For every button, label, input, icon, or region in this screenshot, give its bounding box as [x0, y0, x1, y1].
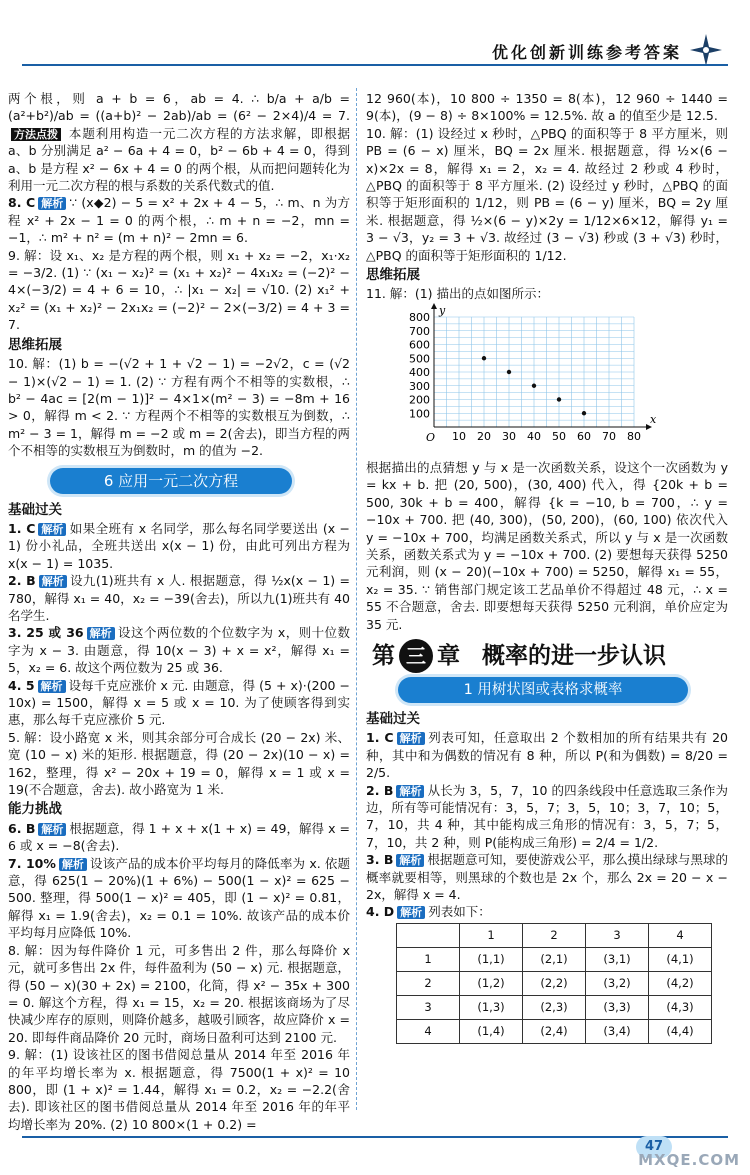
table-cell: 4: [397, 1019, 460, 1043]
section-heading: 基础过关: [8, 501, 62, 518]
table-cell: (4,2): [649, 971, 712, 995]
analysis-tag: 解析: [38, 680, 66, 693]
x-tick-label: 30: [502, 429, 516, 443]
table-cell: 3: [397, 995, 460, 1019]
table-cell: (4,3): [649, 995, 712, 1019]
header-title: 优化创新训练参考答案: [491, 43, 682, 62]
answer-item: 1. C 解析 列表可知，任意取出 2 个数相加的所有结果共有 20 种，其中和为偶数的情况有 8 种，所以 P(和为偶数) = 8/20 = 2/5.: [366, 730, 728, 781]
x-tick-label: 80: [627, 429, 641, 443]
table-cell: (2,2): [523, 971, 586, 995]
answer-text: 根据描出的点猜想 y 与 x 是一次函数关系，设这个一次函数为 y = kx + b. 把 (20, 500)，(30, 400) 代入，得 {20k + b = 500, 30k + b = 400，解得 {k = −10, b = 700，∴ y = −10x + 700. 把 (40, 300)，(50, 200)，(60, 100) 依次代入 y = −10x + 700，均满足函数关系式，所以 y 与 x 是一次函数关系，函数关系式为 y = −10x + 700. (2) 要想每天获得 5250 元利润，则 (x − 20)(−10x + 700) = 5250，解得 x₁ = 55，x₂ = 35. ∵ 销售部门规定该工艺品单价不得超过 48 元，∴ x = 55 不合题意，舍去. 即要想每天获得 5250 元利润，单价应定为 35 元.: [366, 459, 728, 632]
table-header-row: [397, 923, 712, 947]
table-cell: (2,4): [523, 1019, 586, 1043]
section-heading: 基础过关: [366, 710, 420, 727]
watermark: MXQE.COM: [638, 1151, 740, 1169]
answer-item: 3. 25 或 36 解析 设这个两位数的个位数字为 x，则十位数字为 x − 3. 由题意，得 10(x − 3) + x = x²，解得 x₁ = 5，x₂ = 6. 故这个两位数为 25 或 36.: [8, 625, 350, 676]
answer-item: 2. B 解析 设九(1)班共有 x 人. 根据题意，得 ½x(x − 1) = 780，解得 x₁ = 40，x₂ = −39(舍去)，所以九(1)班共有 40 名学生.: [8, 573, 350, 623]
x-tick-label: 60: [577, 429, 591, 443]
answer-item: 8. 解：因为每件降价 1 元，可多售出 2 件，那么每降价 x 元，就可多售出 2x 件，每件盈利为 (50 − x) 元. 根据题意，得 (50 − x)(30 + 2x) = 2100，化简，得 x² − 35x + 300 = 0. 解这个方程，得 x₁ = 15，x₂ = 20. 根据该商场为了尽快减少库存的原则，则降价越多，越吸引顾客，故应降价 x = 20. 即每件商品降价 20 元时，商场日盈利可达到 2100 元.: [8, 942, 350, 1045]
answer-item: 6. B 解析 根据题意，得 1 + x + x(1 + x) = 49，解得 x = 6 或 x = −8(舍去).: [8, 820, 351, 854]
analysis-tag: 解析: [38, 823, 66, 836]
table-cell: 1: [460, 923, 523, 947]
answer-item: 9. 解：设 x₁、x₂ 是方程的两个根，则 x₁ + x₂ = −2，x₁·x₂ = −3/2. (1) ∵ (x₁ − x₂)² = (x₁ + x₂)² − 4x₁x₂ = (−2)² − 4×(−3/2) = 4 + 6 = 10，∴ |x₁ − x₂| = √10. (2) x₁² + x₂² = (x₁ + x₂)² − 2x₁x₂ = (−2)² − 2×(−3/2) = 4 + 3 = 7.: [8, 247, 350, 333]
answer-text: 两个根，则 a + b = 6，ab = 4. ∴ b/a + a/b = (a²+b²)/ab = ((a+b)² − 2ab)/ab = (6² − 2×4)/4 = 7. 方法点拨 本题利用构造一元二次方程的方法求解，即根据 a、b 分别满足 a² − 6a + 4 = 0，b² − 6b + 4 = 0，得到 a、b 是方程 x² − 6x + 4 = 0 的两个根，从而把问题转化为利用一元二次方程的根与系数的关系代数式的值.: [8, 91, 350, 194]
analysis-tag: 解析: [397, 732, 425, 745]
table-row: [397, 947, 712, 971]
table-cell: (3,3): [586, 995, 649, 1019]
answer-item: 8. C 解析 ∵ (x◆2) − 5 = x² + 2x + 4 − 5，∴ m、n 为方程 x² + 2x − 1 = 0 的两个根，∴ m + n = −2，mn = −1，∴ m² + n² = (m + n)² − 2mn = 6.: [8, 195, 350, 246]
x-tick-label: 50: [552, 429, 566, 443]
page-number: 47: [636, 1136, 672, 1158]
right-column: [366, 90, 728, 1044]
answer-item: 3. B 解析 根据题意可知，要使游戏公平，那么摸出绿球与黑球的概率就要相等，则黑球的个数也是 2x 个，那么 2x = 20 − x − 2x，解得 x = 4.: [366, 852, 728, 902]
answer-item: 9. 解：(1) 设该社区的图书借阅总量从 2014 年至 2016 年的年平均增长率为 x. 根据题意，得 7500(1 + x)² = 10 800，即 (1 + x)² = 1.44，解得 x₁ = 0.2，x₂ = −2.2(舍去). 即该社区的图书借阅总量从 2014 年至 2016 年的年平均增长率为 20%. (2) 10 800×(1 + 0.2) =: [8, 1047, 350, 1132]
answer-item: 7. 10% 解析 设该产品的成本价平均每月的降低率为 x. 依题意，得 625(1 − 20%)(1 + 6%) − 500(1 − x)² = 625 − 500. 整理，得 500(1 − x)² = 405，即 (1 − x)² = 0.81，解得 x₁ = 1.9(舍去)，x₂ = 0.1 = 10%. 故该产品的成本价平均每月应降低 10%.: [8, 855, 350, 941]
table-cell: 1: [397, 947, 460, 971]
answer-item: 5. 解：设小路宽 x 米，则其余部分可合成长 (20 − 2x) 米、宽 (10 − x) 米的矩形. 根据题意，得 (20 − 2x)(10 − x) = 162，整理，得 x² − 20x + 19 = 0，解得 x = 1 或 x = 19(不合题意，舍去). 故小路宽为 1 米.: [8, 729, 350, 798]
table-cell: (4,4): [649, 1019, 712, 1043]
y-axis-label: y: [439, 303, 446, 317]
header-divider: [22, 64, 728, 66]
y-tick-label: 100: [409, 407, 430, 421]
x-tick-label: 20: [477, 429, 491, 443]
y-tick-label: 200: [409, 393, 430, 407]
data-point: [532, 383, 536, 387]
analysis-tag: 解析: [396, 854, 424, 867]
page-header: [0, 0, 750, 78]
method-tip-label: 方法点拨: [11, 128, 61, 141]
table-cell: (4,1): [649, 947, 712, 971]
table-cell: (3,4): [586, 1019, 649, 1043]
y-tick-label: 500: [409, 352, 430, 366]
answer-item: 11. 解：(1) 描出的点如图所示：: [366, 286, 550, 302]
left-column: [8, 90, 350, 1133]
table-cell: (3,1): [586, 947, 649, 971]
y-tick-label: 300: [409, 379, 430, 393]
table-cell: (1,4): [460, 1019, 523, 1043]
data-point: [507, 370, 511, 374]
answer-item: 10. 解：(1) 设经过 x 秒时，△PBQ 的面积等于 8 平方厘米，则 PB = (6 − x) 厘米，BQ = 2x 厘米. 根据题意，得 ½×(6 − x)×2x = 8，解得 x₁ = 2，x₂ = 4. 故经过 2 秒或 4 秒时，△PBQ 的面积等于 8 平方厘米. (2) 设经过 y 秒时，△PBQ 的面积等于矩形面积的 1/12，则 PB = (6 − y) 厘米，BQ = 2y 厘米. 根据题意，得 ½×(6 − y)×2y = 1/12×6×12，解得 y₁ = 3 − √3，y₂ = 3 + √3. 故经过 (3 − √3) 秒或 (3 + √3) 秒时，△PBQ 的面积等于矩形面积的 1/12.: [366, 125, 728, 263]
data-point: [482, 356, 486, 360]
section-heading: 能力挑战: [8, 801, 62, 818]
compass-icon: [690, 34, 722, 66]
section-heading: 思维拓展: [366, 267, 420, 284]
scatter-chart: [390, 303, 657, 455]
y-axis-arrow: [431, 303, 437, 309]
table-row: [397, 1019, 712, 1043]
chapter-title: 概率的进一步认识: [482, 642, 666, 670]
table-cell: (1,2): [460, 971, 523, 995]
table-cell: (1,1): [460, 947, 523, 971]
section-banner: 6 应用一元二次方程: [50, 468, 292, 494]
table-row: [397, 971, 712, 995]
origin-label: O: [426, 430, 436, 444]
column-divider: [356, 88, 357, 1110]
answer-item: 1. C 解析 如果全班有 x 名同学，那么每名同学要送出 (x − 1) 份小礼品，全班共送出 x(x − 1) 份，由此可列出方程为 x(x − 1) = 1035.: [8, 520, 350, 571]
y-tick-label: 400: [409, 365, 430, 379]
chapter-number-badge: 三: [399, 639, 433, 673]
section-banner: 1 用树状图或表格求概率: [398, 677, 688, 703]
table-cell: 3: [586, 923, 649, 947]
table-cell: 2: [523, 923, 586, 947]
data-point: [582, 411, 586, 415]
table-row: [397, 995, 712, 1019]
analysis-tag: 解析: [397, 906, 425, 919]
section-heading: 思维拓展: [8, 336, 62, 353]
x-tick-label: 10: [452, 429, 466, 443]
table-cell: [397, 923, 460, 947]
analysis-tag: 解析: [396, 785, 424, 798]
x-axis-label: x: [650, 412, 657, 426]
analysis-tag: 解析: [59, 858, 87, 871]
answer-text: 12 960(本)，10 800 ÷ 1350 = 8(本)，12 960 ÷ 1440 = 9(本)，(9 − 8) ÷ 8×100% = 12.5%. 故 a 的值至少是 12.5.: [366, 91, 728, 124]
answer-item: 2. B 解析 从长为 3，5，7，10 的四条线段中任意选取三条作为边，所有等可能情况有：3，5，7；3，5，10；3，7，10；5，7，10，共 4 种，其中能构成三角形的情况有：3，5，7；5，7，10，共 2 种，则 P(能构成三角形) = 2/4 = 1/2.: [366, 782, 729, 850]
table-cell: 2: [397, 971, 460, 995]
analysis-tag: 解析: [38, 197, 66, 210]
footer-divider: [22, 1136, 728, 1138]
analysis-tag: 解析: [39, 575, 67, 588]
y-tick-label: 600: [409, 338, 430, 352]
data-point: [557, 397, 561, 401]
table-cell: (2,1): [523, 947, 586, 971]
chapter-heading: 第 三 章 概率的进一步认识: [372, 639, 728, 673]
answer-item: 10. 解：(1) b = −(√2 + 1 + √2 − 1) = −2√2，c = (√2 − 1)×(√2 − 1) = 1. (2) ∵ 方程有两个不相等的实数根，∴ b² − 4ac = [2(m − 1)]² − 4×1×(m² − 3) = −8m + 16 > 0，解得 m < 2. ∵ 方程两个不相等的实数根互为倒数，∴ m² − 3 = 1，解得 m = −2 或 m = 2(舍去)，即当方程的两个不相等的实数根互为倒数时，m 的值为 −2.: [8, 356, 350, 459]
analysis-tag: 解析: [38, 523, 66, 536]
table-cell: 4: [649, 923, 712, 947]
table-cell: (3,2): [586, 971, 649, 995]
table-cell: (2,3): [523, 995, 586, 1019]
answer-item: 4. D 解析 列表如下：: [366, 904, 491, 920]
analysis-tag: 解析: [87, 627, 115, 640]
x-tick-label: 70: [602, 429, 616, 443]
table-cell: (1,3): [460, 995, 523, 1019]
y-tick-label: 700: [409, 324, 430, 338]
scatter-chart-svg: [390, 303, 657, 455]
x-tick-label: 40: [527, 429, 541, 443]
outcome-table: [396, 923, 712, 1044]
y-tick-label: 800: [409, 310, 430, 324]
answer-item: 4. 5 解析 设每千克应涨价 x 元. 由题意，得 (5 + x)·(200 − 10x) = 1500，解得 x = 5 或 x = 10. 为了使顾客得到实惠，那么每千克应涨价 5 元.: [8, 677, 350, 728]
